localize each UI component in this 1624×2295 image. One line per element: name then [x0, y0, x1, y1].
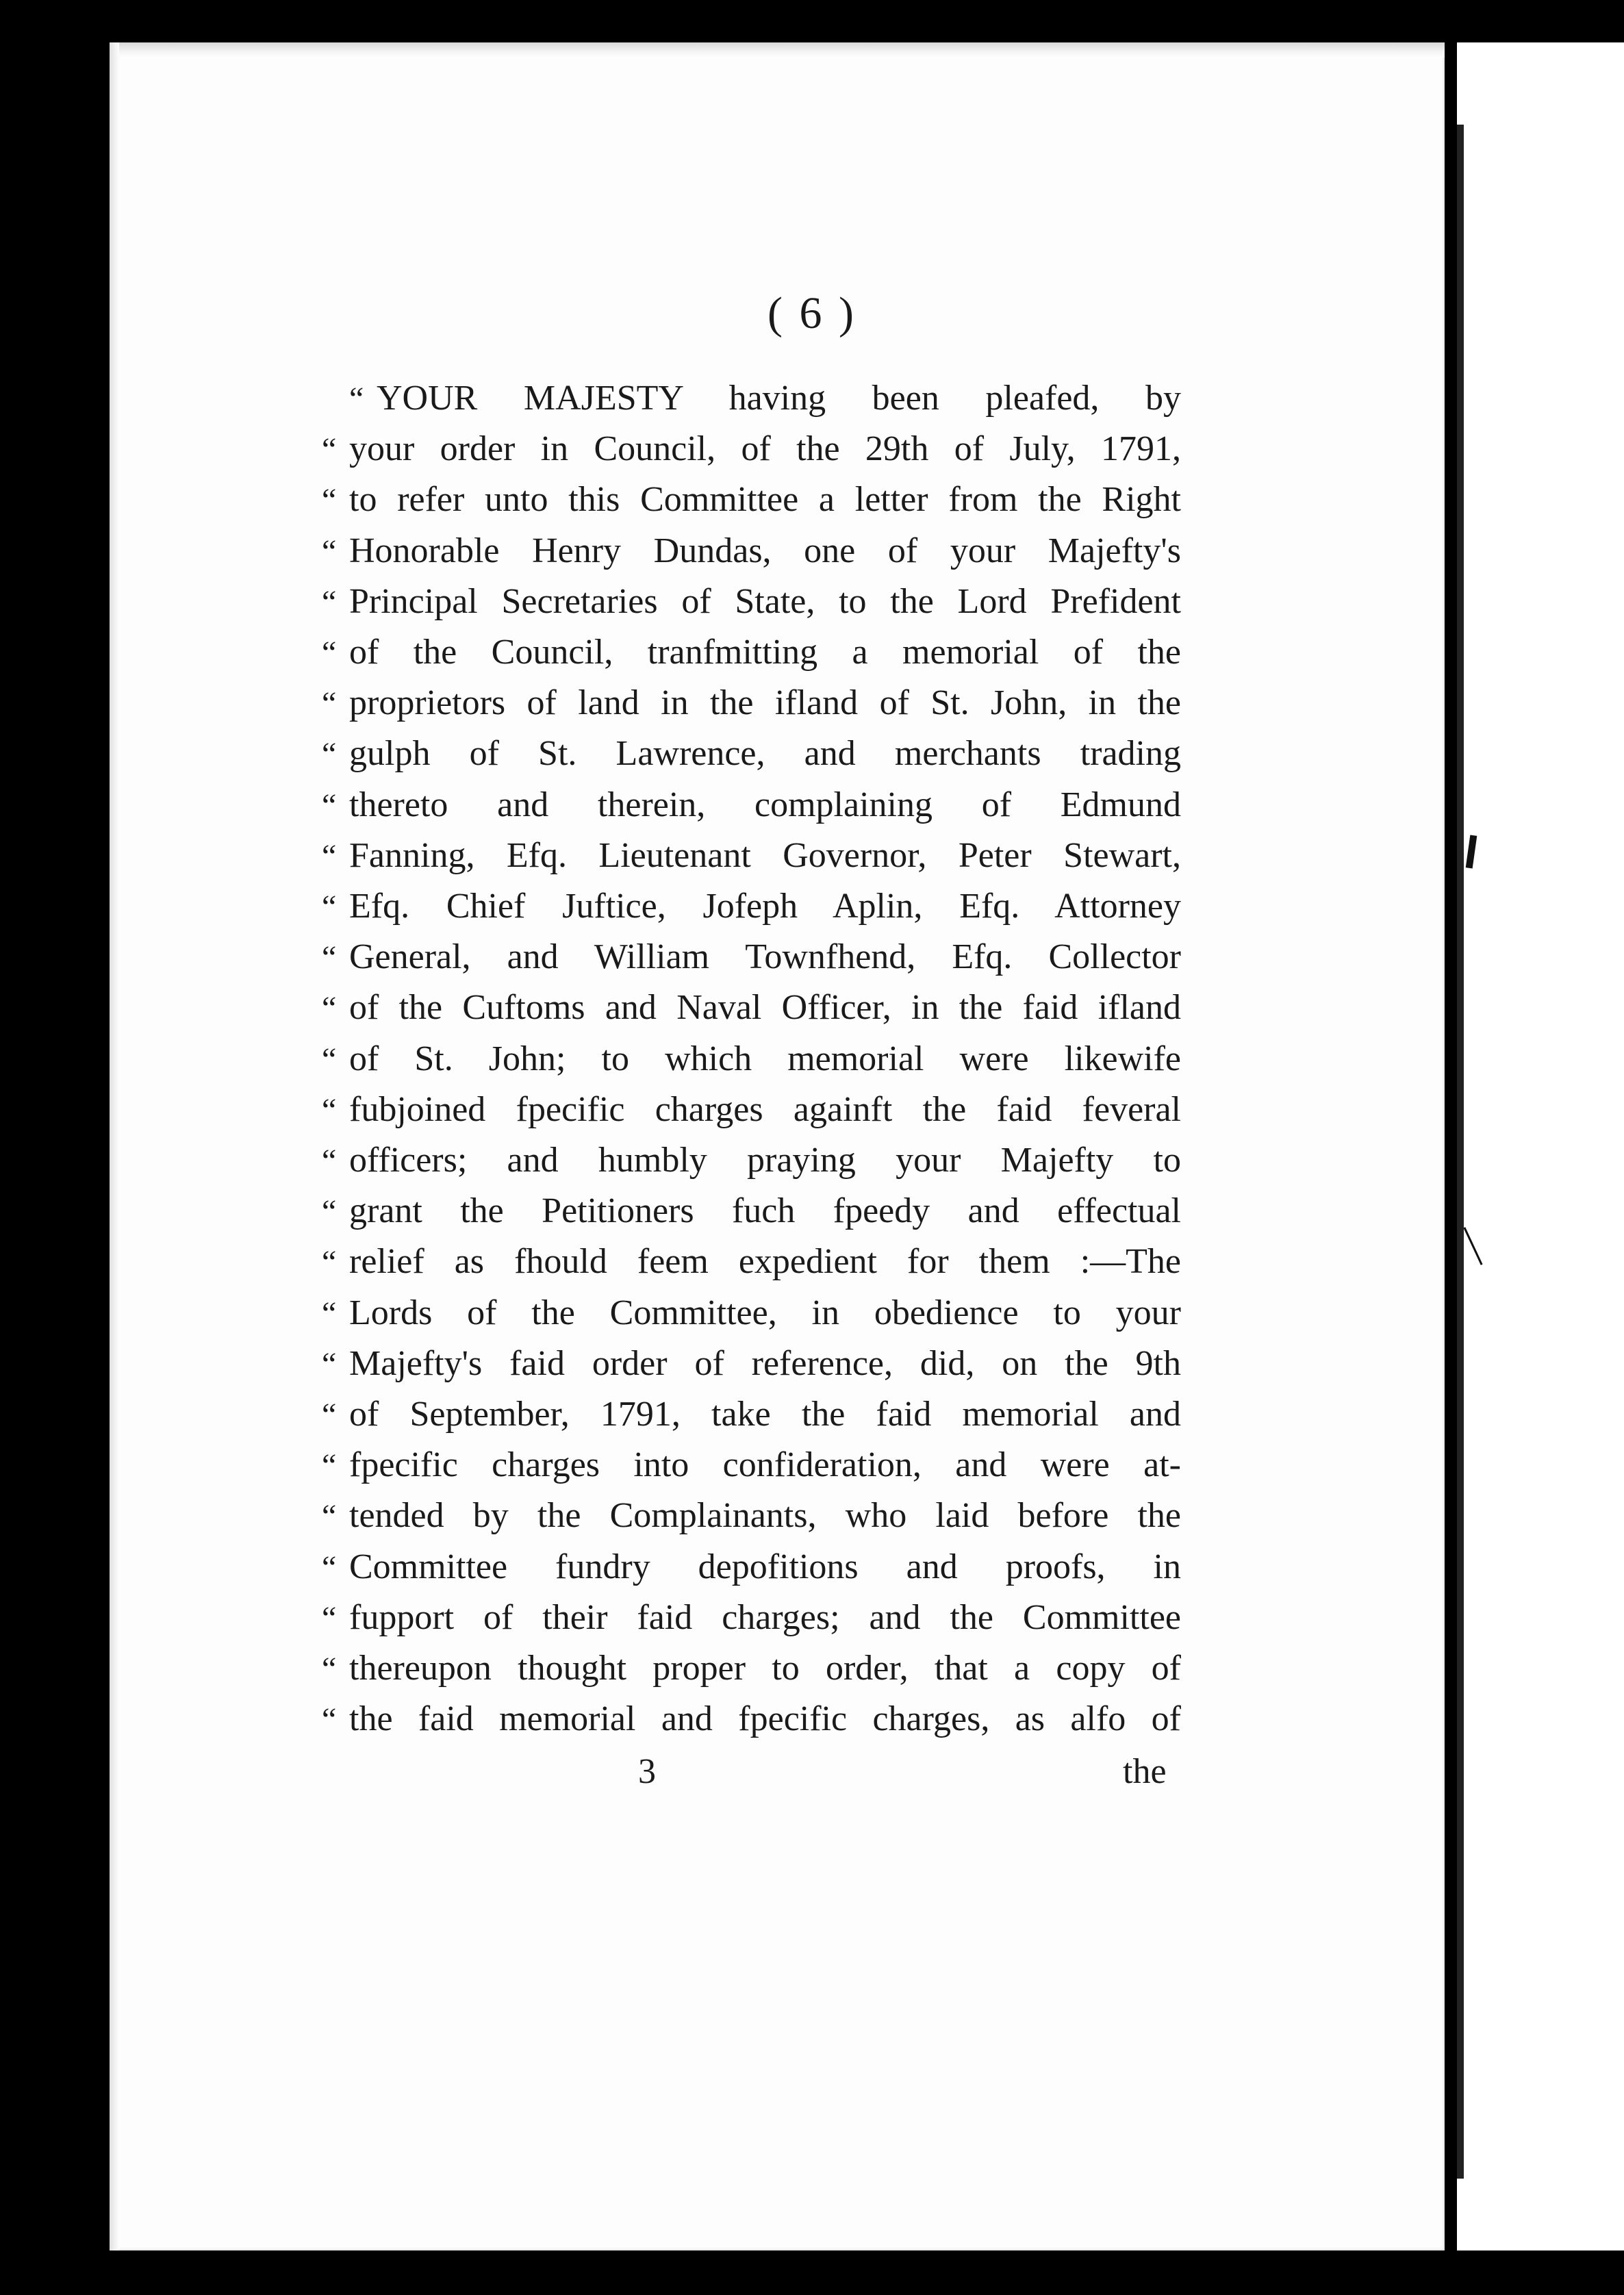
line-text: Fanning, Efq. Lieutenant Governor, Peter Stewart,: [349, 835, 1181, 875]
line-text: thereupon thought proper to order, that a copy of: [349, 1649, 1181, 1688]
line-text: Committee fundry depofitions and proofs, in: [349, 1547, 1181, 1586]
quote-mark: “: [322, 889, 337, 925]
line-text: the faid memorial and fpecific charges, as alfo of: [349, 1699, 1181, 1739]
text-line: [322, 1593, 1181, 1643]
line-text: of the Council, tranfmitting a memorial of the: [349, 633, 1181, 672]
quote-mark: “: [322, 1143, 337, 1179]
text-line: [322, 1034, 1181, 1085]
text-line: [322, 780, 1181, 830]
text-line: [322, 1643, 1181, 1694]
text-line: [322, 1135, 1181, 1186]
quote-mark: “: [322, 1091, 337, 1128]
text-line: [322, 830, 1181, 881]
page-number: ( 6 ): [767, 288, 857, 338]
quote-mark: “: [322, 1651, 337, 1687]
line-text: of September, 1791, take the faid memorial and: [349, 1395, 1181, 1434]
text-line: [322, 576, 1181, 627]
text-line: [322, 424, 1181, 474]
line-text: Majefty's faid order of reference, did, on the 9th: [349, 1343, 1181, 1383]
quote-mark: “: [322, 736, 337, 773]
quote-mark: “: [322, 635, 337, 671]
line-text: fupport of their faid charges; and the Committee: [349, 1597, 1181, 1637]
quote-mark: “: [322, 1599, 337, 1636]
text-line: [322, 1542, 1181, 1593]
text-line: [322, 1186, 1181, 1237]
quote-mark: “: [349, 381, 364, 417]
text-line: [322, 526, 1181, 576]
facing-page: [1457, 42, 1624, 2250]
page-top-edge: [110, 42, 1445, 58]
quote-mark: “: [322, 1397, 337, 1433]
quote-mark: “: [322, 1345, 337, 1382]
text-line: [322, 1389, 1181, 1440]
line-text: grant the Petitioners fuch fpeedy and effectual: [349, 1191, 1181, 1231]
quote-mark: “: [322, 939, 337, 976]
line-text: your order in Council, of the 29th of July, 1791,: [349, 429, 1181, 469]
signature-mark: 3: [638, 1752, 656, 1791]
quote-mark: “: [322, 1701, 337, 1738]
catchword: the: [1123, 1752, 1167, 1791]
text-line: [322, 1440, 1181, 1491]
line-text: General, and William Townfhend, Efq. Collector: [349, 937, 1181, 977]
quote-mark: “: [322, 787, 337, 824]
binding-shadow: [110, 42, 119, 2250]
line-text: Principal Secretaries of State, to the Lord Prefident: [349, 581, 1181, 621]
text-line: [322, 1237, 1181, 1287]
line-text: gulph of St. Lawrence, and merchants trading: [349, 734, 1181, 774]
line-text: proprietors of land in the ifland of St. John, in the: [349, 683, 1181, 723]
line-text: YOUR MAJESTY having been pleafed, by: [377, 379, 1181, 418]
text-line: [322, 982, 1181, 1033]
line-text: officers; and humbly praying your Majefty to: [349, 1141, 1181, 1180]
quote-mark: “: [322, 431, 337, 468]
quote-mark: “: [322, 1549, 337, 1586]
line-text: thereto and therein, complaining of Edmund: [349, 785, 1181, 824]
text-line: [322, 1085, 1181, 1135]
quote-mark: “: [322, 1244, 337, 1281]
text-line: [349, 373, 1181, 424]
line-text: of St. John; to which memorial were likewife: [349, 1039, 1181, 1078]
line-text: relief as fhould feem expedient for them :—The: [349, 1242, 1181, 1282]
quote-mark: “: [322, 583, 337, 620]
line-text: fubjoined fpecific charges againft the faid feveral: [349, 1089, 1181, 1129]
quote-mark: “: [322, 533, 337, 570]
quote-mark: “: [322, 1193, 337, 1230]
quote-mark: “: [322, 990, 337, 1027]
text-line: [322, 881, 1181, 932]
facing-page-edge: [1457, 125, 1464, 2179]
line-text: of the Cuftoms and Naval Officer, in the faid ifland: [349, 988, 1181, 1028]
text-line: [322, 474, 1181, 525]
text-line: [322, 1694, 1181, 1745]
line-text: to refer unto this Committee a letter from the Right: [349, 480, 1181, 520]
line-text: Lords of the Committee, in obedience to your: [349, 1293, 1181, 1332]
line-text: Honorable Henry Dundas, one of your Majefty's: [349, 531, 1181, 570]
quote-mark: “: [322, 1498, 337, 1535]
line-text: fpecific charges into confideration, and were at-: [349, 1445, 1181, 1485]
line-text: tended by the Complainants, who laid before the: [349, 1496, 1181, 1536]
quote-mark: “: [322, 1447, 337, 1484]
text-line: [322, 1339, 1181, 1389]
quote-mark: “: [322, 482, 337, 519]
line-text: Efq. Chief Juftice, Jofeph Aplin, Efq. Attorney: [349, 887, 1181, 926]
quote-mark: “: [322, 685, 337, 722]
text-line: [322, 627, 1181, 678]
text-line: [322, 678, 1181, 728]
text-line: [322, 1491, 1181, 1541]
quote-mark: “: [322, 1295, 337, 1332]
text-line: [322, 728, 1181, 779]
quote-mark: “: [322, 1041, 337, 1078]
quote-mark: “: [322, 837, 337, 874]
text-line: [322, 932, 1181, 982]
text-line: [322, 1288, 1181, 1339]
